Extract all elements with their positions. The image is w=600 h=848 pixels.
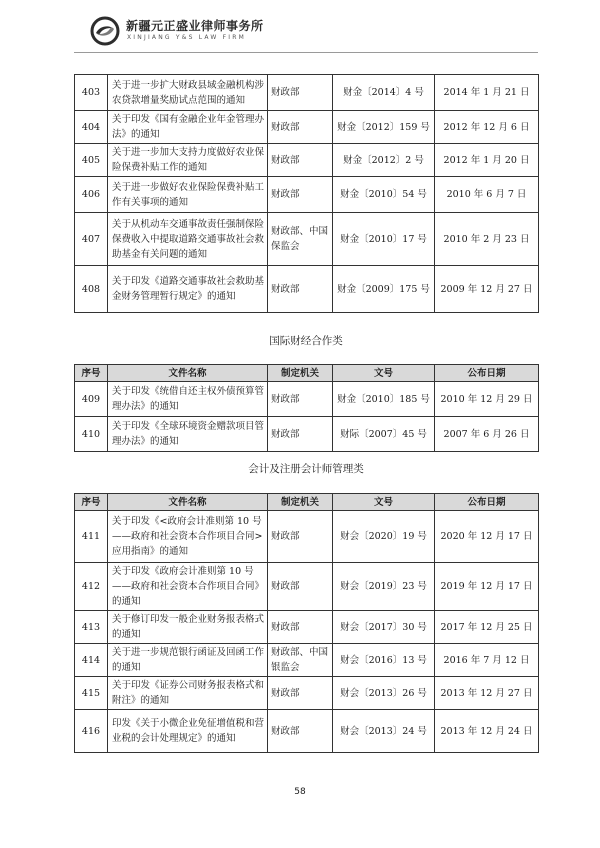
cell-document-name: 关于进一步规范银行函证及回函工作的通知 bbox=[108, 644, 268, 677]
header-seq: 序号 bbox=[75, 365, 108, 382]
cell-document-name: 关于印发《统借自还主权外债预算管理办法》的通知 bbox=[108, 382, 268, 417]
table-accounting bbox=[74, 493, 539, 753]
cell-doc-number: 财际〔2007〕45 号 bbox=[333, 417, 435, 452]
cell-document-name: 关于印发《<政府会计准则第 10 号——政府和社会资本合作项目合同>应用指南》的通知 bbox=[108, 511, 268, 563]
cell-seq: 411 bbox=[75, 511, 108, 563]
cell-document-name: 关于印发《全球环境资金赠款项目管理办法》的通知 bbox=[108, 417, 268, 452]
table-row bbox=[75, 563, 539, 611]
cell-seq: 403 bbox=[75, 75, 108, 111]
table-header-row bbox=[75, 494, 539, 511]
cell-date: 2010 年 12 月 29 日 bbox=[435, 382, 539, 417]
table-row bbox=[75, 144, 539, 177]
cell-seq: 412 bbox=[75, 563, 108, 611]
table-row bbox=[75, 710, 539, 753]
cell-doc-number: 财金〔2010〕54 号 bbox=[333, 177, 435, 213]
page-header bbox=[90, 14, 510, 50]
section-title-international: 国际财经合作类 bbox=[269, 335, 343, 347]
table-row bbox=[75, 417, 539, 452]
header-docno: 文号 bbox=[333, 494, 435, 511]
cell-date: 2020 年 12 月 17 日 bbox=[435, 511, 539, 563]
cell-agency: 财政部 bbox=[268, 266, 333, 313]
header-date: 公布日期 bbox=[435, 365, 539, 382]
cell-doc-number: 财金〔2010〕17 号 bbox=[333, 213, 435, 266]
table2-body bbox=[75, 382, 539, 452]
table1-body bbox=[75, 75, 539, 313]
cell-doc-number: 财会〔2016〕13 号 bbox=[333, 644, 435, 677]
cell-document-name: 关于进一步做好农业保险保费补贴工作有关事项的通知 bbox=[108, 177, 268, 213]
cell-document-name: 关于印发《证券公司财务报表格式和附注》的通知 bbox=[108, 677, 268, 710]
cell-document-name: 关于印发《国有金融企业年金管理办法》的通知 bbox=[108, 111, 268, 144]
cell-doc-number: 财会〔2013〕24 号 bbox=[333, 710, 435, 753]
cell-document-name: 关于印发《政府会计准则第 10 号——政府和社会资本合作项目合同》的通知 bbox=[108, 563, 268, 611]
header-divider bbox=[74, 52, 538, 53]
table-row bbox=[75, 644, 539, 677]
cell-seq: 405 bbox=[75, 144, 108, 177]
section-title-accounting: 会计及注册会计师管理类 bbox=[248, 463, 364, 475]
table-row bbox=[75, 75, 539, 111]
cell-agency: 财政部 bbox=[268, 417, 333, 452]
table-header-row bbox=[75, 365, 539, 382]
cell-seq: 408 bbox=[75, 266, 108, 313]
cell-seq: 404 bbox=[75, 111, 108, 144]
cell-seq: 414 bbox=[75, 644, 108, 677]
cell-seq: 406 bbox=[75, 177, 108, 213]
header-date: 公布日期 bbox=[435, 494, 539, 511]
cell-date: 2013 年 12 月 24 日 bbox=[435, 710, 539, 753]
table-row bbox=[75, 382, 539, 417]
cell-seq: 407 bbox=[75, 213, 108, 266]
cell-agency: 财政部 bbox=[268, 511, 333, 563]
cell-document-name: 印发《关于小微企业免征增值税和营业税的会计处理规定》的通知 bbox=[108, 710, 268, 753]
cell-seq: 409 bbox=[75, 382, 108, 417]
cell-seq: 410 bbox=[75, 417, 108, 452]
cell-agency: 财政部 bbox=[268, 382, 333, 417]
cell-doc-number: 财金〔2010〕185 号 bbox=[333, 382, 435, 417]
cell-date: 2012 年 1 月 20 日 bbox=[435, 144, 539, 177]
cell-doc-number: 财会〔2013〕26 号 bbox=[333, 677, 435, 710]
table-row bbox=[75, 111, 539, 144]
cell-date: 2017 年 12 月 25 日 bbox=[435, 611, 539, 644]
cell-date: 2014 年 1 月 21 日 bbox=[435, 75, 539, 111]
table-fiscal-finance bbox=[74, 74, 539, 313]
firm-name-chinese: 新疆元正盛业律师事务所 bbox=[126, 19, 264, 33]
firm-logo-icon bbox=[90, 16, 120, 46]
cell-agency: 财政部 bbox=[268, 677, 333, 710]
table-row bbox=[75, 213, 539, 266]
cell-date: 2010 年 6 月 7 日 bbox=[435, 177, 539, 213]
cell-seq: 416 bbox=[75, 710, 108, 753]
cell-doc-number: 财金〔2014〕4 号 bbox=[333, 75, 435, 111]
table-row bbox=[75, 177, 539, 213]
table3-body bbox=[75, 511, 539, 753]
header-name: 文件名称 bbox=[108, 365, 268, 382]
firm-name-english: XINJIANG Y&S LAW FIRM bbox=[127, 34, 246, 41]
header-docno: 文号 bbox=[333, 365, 435, 382]
header-name: 文件名称 bbox=[108, 494, 268, 511]
cell-agency: 财政部 bbox=[268, 144, 333, 177]
header-agency: 制定机关 bbox=[268, 365, 333, 382]
cell-doc-number: 财会〔2017〕30 号 bbox=[333, 611, 435, 644]
cell-date: 2012 年 12 月 6 日 bbox=[435, 111, 539, 144]
cell-date: 2009 年 12 月 27 日 bbox=[435, 266, 539, 313]
cell-agency: 财政部 bbox=[268, 563, 333, 611]
cell-doc-number: 财金〔2012〕159 号 bbox=[333, 111, 435, 144]
cell-seq: 415 bbox=[75, 677, 108, 710]
cell-seq: 413 bbox=[75, 611, 108, 644]
cell-agency: 财政部、中国银监会 bbox=[268, 644, 333, 677]
cell-date: 2016 年 7 月 12 日 bbox=[435, 644, 539, 677]
cell-doc-number: 财会〔2019〕23 号 bbox=[333, 563, 435, 611]
cell-document-name: 关于修订印发一般企业财务报表格式的通知 bbox=[108, 611, 268, 644]
cell-date: 2013 年 12 月 27 日 bbox=[435, 677, 539, 710]
cell-document-name: 关于进一步加大支持力度做好农业保险保费补贴工作的通知 bbox=[108, 144, 268, 177]
header-seq: 序号 bbox=[75, 494, 108, 511]
cell-agency: 财政部 bbox=[268, 75, 333, 111]
table-row bbox=[75, 611, 539, 644]
cell-document-name: 关于从机动车交通事故责任强制保险保费收入中提取道路交通事故社会救助基金有关问题的通知 bbox=[108, 213, 268, 266]
table-row bbox=[75, 511, 539, 563]
cell-agency: 财政部 bbox=[268, 111, 333, 144]
cell-agency: 财政部、中国保监会 bbox=[268, 213, 333, 266]
cell-date: 2019 年 12 月 17 日 bbox=[435, 563, 539, 611]
cell-doc-number: 财会〔2020〕19 号 bbox=[333, 511, 435, 563]
cell-agency: 财政部 bbox=[268, 611, 333, 644]
cell-document-name: 关于进一步扩大财政县域金融机构涉农贷款增量奖励试点范围的通知 bbox=[108, 75, 268, 111]
cell-document-name: 关于印发《道路交通事故社会救助基金财务管理暂行规定》的通知 bbox=[108, 266, 268, 313]
table-row bbox=[75, 677, 539, 710]
cell-date: 2010 年 2 月 23 日 bbox=[435, 213, 539, 266]
table-international-finance bbox=[74, 364, 539, 452]
table-row bbox=[75, 266, 539, 313]
cell-doc-number: 财金〔2012〕2 号 bbox=[333, 144, 435, 177]
cell-agency: 财政部 bbox=[268, 710, 333, 753]
cell-doc-number: 财金〔2009〕175 号 bbox=[333, 266, 435, 313]
header-agency: 制定机关 bbox=[268, 494, 333, 511]
cell-agency: 财政部 bbox=[268, 177, 333, 213]
cell-date: 2007 年 6 月 26 日 bbox=[435, 417, 539, 452]
page-number: 58 bbox=[294, 787, 306, 797]
